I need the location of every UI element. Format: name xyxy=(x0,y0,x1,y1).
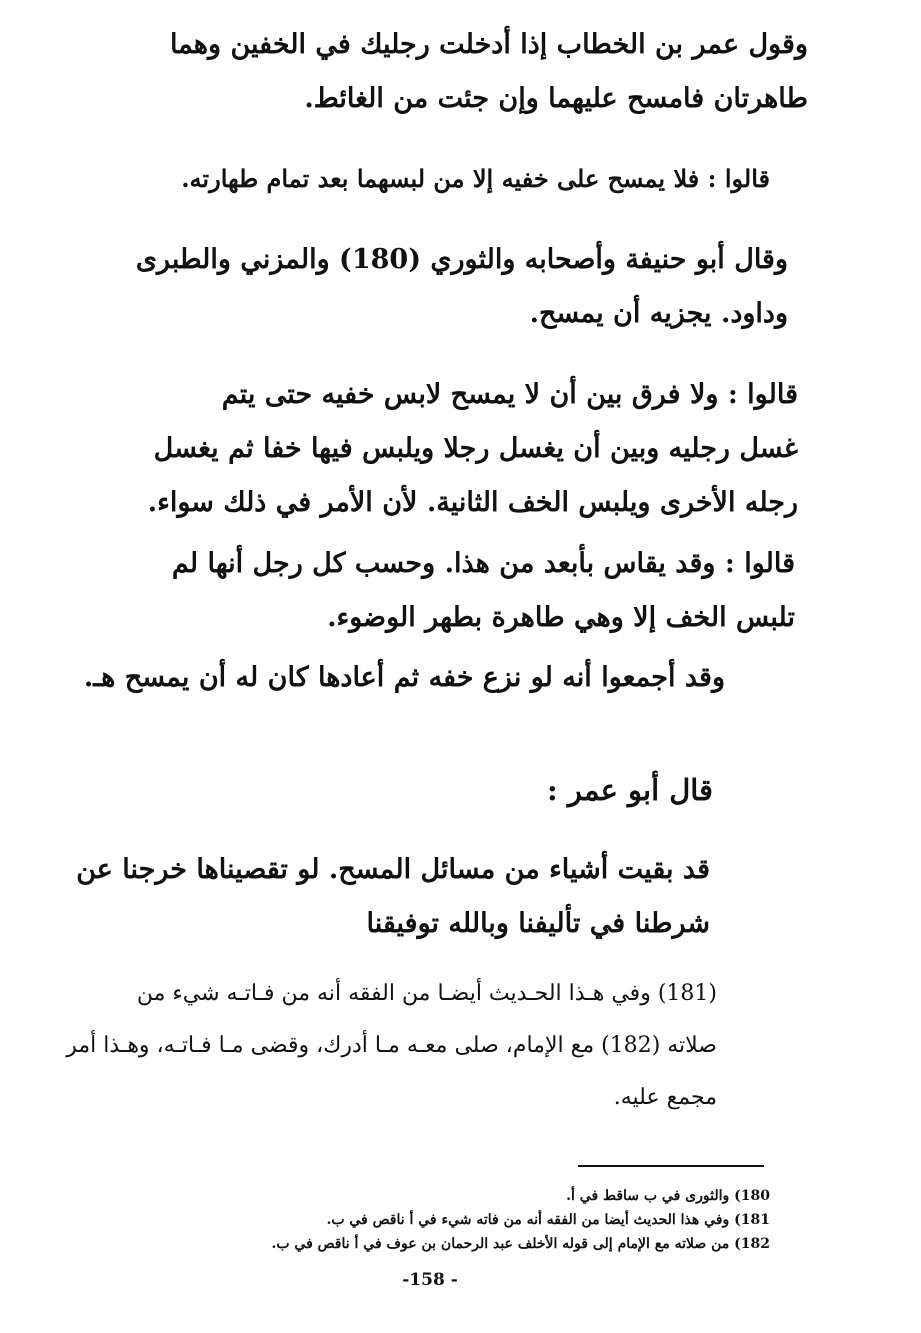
text-line: تلبس الخف إلا وهي طاهرة بطهر الوضوء. xyxy=(327,602,795,633)
text-line: قالوا : ولا فرق بين أن لا يمسح لابس خفيه حتى يتم xyxy=(221,379,798,410)
footnote-182: 182) من صلاته مع الإمام إلى قوله الأخلف عبد الرحمان بن عوف في أ ناقص في ب. xyxy=(271,1236,770,1252)
text-line: وقول عمر بن الخطاب إذا أدخلت رجليك في الخفين وهما xyxy=(169,29,808,60)
footnote-divider xyxy=(578,1165,764,1167)
paragraph-abu-hanifa xyxy=(108,233,788,341)
text-line: مجمع عليه. xyxy=(613,1085,717,1110)
text-line: وداود. يجزيه أن يمسح. xyxy=(529,298,788,329)
paragraph-consensus xyxy=(83,651,725,705)
paragraph-they-said-1 xyxy=(181,154,770,204)
text-line: قالوا : وقد يقاس بأبعد من هذا. وحسب كل رجل أنها لم xyxy=(171,548,795,579)
paragraph-umar-saying xyxy=(108,18,808,126)
footnote-180: 180) والثورى في ب ساقط في أ. xyxy=(566,1188,770,1204)
page-number: -158 - xyxy=(402,1270,458,1290)
paragraph-note-181 xyxy=(66,968,717,1124)
text-line: شرطنا في تأليفنا وبالله توفيقنا xyxy=(366,908,710,939)
paragraph-closing xyxy=(76,843,710,951)
paragraph-they-said-3 xyxy=(100,537,795,645)
text-line: رجله الأخرى ويلبس الخف الثانية. لأن الأمر في ذلك سواء. xyxy=(147,487,798,518)
text-line: طاهرتان فامسح عليهما وإن جئت من الغائط. xyxy=(304,83,808,114)
text-line: وقال أبو حنيفة وأصحابه والثوري (180) والمزني والطبرى xyxy=(135,244,788,275)
footnotes xyxy=(150,1184,770,1256)
text-line: قالوا : فلا يمسح على خفيه إلا من لبسهما بعد تمام طهارته. xyxy=(181,164,770,193)
text-line: (181) وفي هـذا الحـديث أيضـا من الفقه أنه من فـاتـه شيء من xyxy=(136,981,717,1006)
text-line: غسل رجليه وبين أن يغسل رجلا ويلبس فيها خفا ثم يغسل xyxy=(153,433,798,464)
text-line: قد بقيت أشياء من مسائل المسح. لو تقصيناها خرجنا عن xyxy=(76,854,710,885)
text-line: وقد أجمعوا أنه لو نزع خفه ثم أعادها كان له أن يمسح هـ. xyxy=(83,662,725,693)
section-heading: قال أبو عمر : xyxy=(547,773,713,807)
text-line: صلاته (182) مع الإمام، صلى معـه مـا أدرك، وقضى مـا فـاتـه، وهـذا أمر xyxy=(66,1033,717,1058)
footnote-181: 181) وفي هذا الحديث أيضا من الفقه أنه من فاته شيء في أ ناقص في ب. xyxy=(326,1212,770,1228)
paragraph-they-said-2 xyxy=(147,368,798,530)
